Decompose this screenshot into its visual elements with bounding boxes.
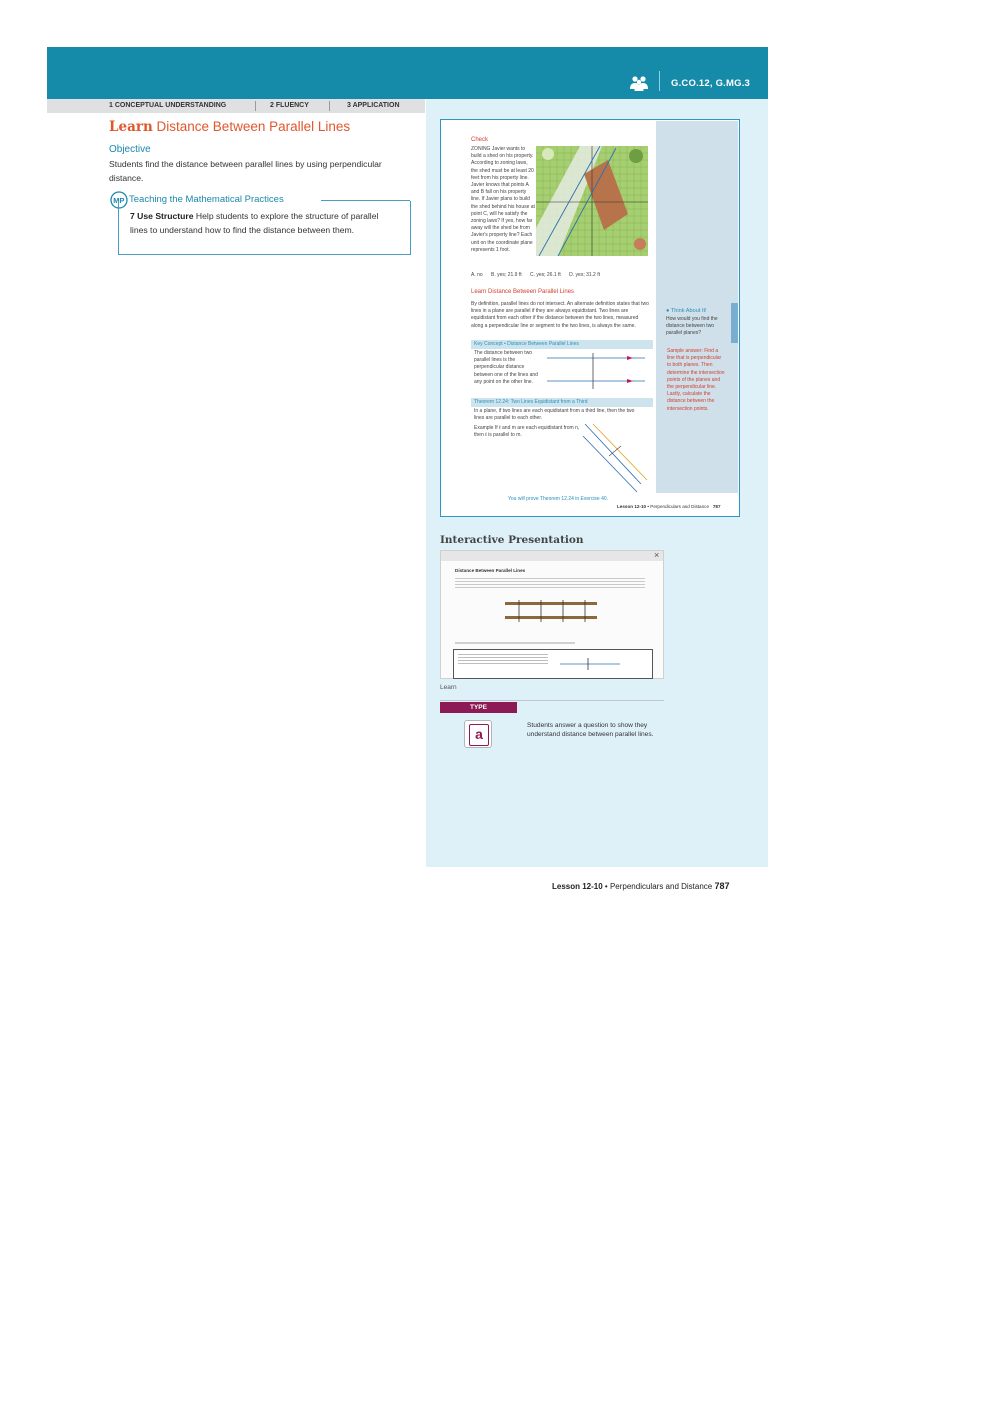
learn-title-text: Distance Between Parallel Lines — [156, 119, 351, 134]
type-answer-icon: a — [464, 720, 492, 748]
page-title — [109, 119, 350, 135]
presentation-preview[interactable] — [440, 550, 664, 679]
thumbnail-sidebar — [656, 121, 738, 493]
theorem-title: Theorem 12.24: Two Lines Equidistant from a Third — [474, 399, 588, 405]
math-practices-text — [130, 209, 385, 237]
example-text: Example If ℓ and m are each equidistant from n, then ℓ is parallel to m. — [474, 425, 580, 439]
answer-c[interactable]: C. yes; 26.1 ft — [529, 272, 561, 278]
answer-b[interactable]: B. yes; 21.9 ft — [491, 272, 522, 278]
theorem-text: In a plane, if two lines are each equidistant from a third line, then the two lines are parallel to each other. — [474, 408, 635, 422]
svg-text:MP: MP — [113, 196, 125, 205]
group-icon — [629, 75, 649, 91]
slide-key-concept-box — [453, 649, 653, 679]
presentation-caption: Learn — [440, 684, 457, 691]
tab-separator — [255, 101, 256, 111]
slide-text-line — [455, 642, 575, 644]
slide-text-lines — [455, 578, 645, 588]
slide-title: Distance Between Parallel Lines — [455, 568, 526, 573]
standards-label: G.CO.12, G.MG.3 — [671, 78, 751, 89]
parallel-lines-figure — [545, 351, 649, 391]
close-icon[interactable]: × — [654, 550, 660, 560]
objective-text: Students find the distance between parallel lines by using perpendicular distance. — [109, 159, 382, 183]
coordinate-plane-figure — [536, 146, 648, 256]
page-footer — [552, 881, 730, 891]
math-practices-heading: Teaching the Mathematical Practices — [129, 194, 284, 205]
tab-application[interactable]: 3 APPLICATION — [347, 102, 400, 109]
learn-keyword: Learn — [109, 119, 153, 135]
think-about-heading: ● Think About It! — [666, 308, 707, 314]
mp-body: Help students to explore the structure of parallel lines to understand how to find the distance between them. — [130, 211, 379, 235]
thumb-learn-body: By definition, parallel lines do not intersect. An alternate definition states that two lines in a plane are parallel if they are always equidistant. Two lines are equidistant from each other if the distance between the two lines, measured along a perpendicular line or segment to the two lines, is always the same. — [471, 301, 649, 329]
slide-parallel-figure — [501, 598, 601, 626]
header-divider — [659, 71, 660, 91]
section-rule — [440, 700, 664, 701]
key-concept-title: Key Concept • Distance Between Parallel Lines — [474, 341, 579, 347]
type-description: Students answer a question to show they understand distance between parallel lines. — [527, 722, 654, 739]
interactive-presentation-title: Interactive Presentation — [440, 534, 584, 546]
think-about-text: How would you find the distance between two parallel planes? — [666, 316, 718, 337]
header-banner — [47, 47, 768, 99]
tab-fluency[interactable]: 2 FLUENCY — [270, 102, 309, 109]
preview-titlebar — [441, 551, 663, 561]
thumbnail-tab — [731, 303, 738, 343]
objective-heading: Objective — [109, 144, 151, 155]
answer-choices — [471, 272, 651, 279]
mp-strong: 7 Use Structure — [130, 211, 194, 221]
tab-separator — [329, 101, 330, 111]
answer-a[interactable]: A. no — [471, 272, 483, 278]
zoning-text: ZONING Javier wants to build a shed on his property. According to zoning laws, the shed must be at least 20 feet from his property line. Javier knows that points A and B fall on his property line. If Javier plans to build the shed behind his house at point C, will he satisfy the zoning laws? If yes, how far away will the shed be from Javier's property line? Each unit on the coordinate plane represents 1 foot. — [471, 146, 535, 253]
equidistant-lines-figure — [581, 422, 649, 494]
check-label: Check — [471, 137, 489, 143]
lesson-tabs — [47, 99, 425, 113]
student-page-thumbnail — [440, 119, 740, 517]
sample-answer: Sample answer: Find a line that is perpendicular to both planes. Then determine the intersection points of the planes and the perpendicular line. Lastly, calculate the distance between the intersection points. — [667, 348, 725, 412]
tab-conceptual-understanding[interactable]: 1 CONCEPTUAL UNDERSTANDING — [109, 102, 227, 109]
key-concept-text: The distance between two parallel lines is the perpendicular distance between one of the lines and any point on the other line. — [474, 350, 538, 385]
footer-bullet: • — [602, 882, 610, 891]
footer-lesson: Lesson 12-10 — [552, 882, 603, 891]
page-number: 787 — [714, 881, 730, 891]
type-badge: TYPE — [440, 702, 517, 713]
prove-note: You will prove Theorem 12.24 in Exercise 40. — [508, 496, 609, 502]
thumb-learn-heading: Learn Distance Between Parallel Lines — [471, 289, 575, 295]
footer-title: Perpendiculars and Distance — [609, 882, 713, 891]
answer-d[interactable]: D. yes; 31.2 ft — [569, 272, 601, 278]
thumb-footer: Lesson 12-10 • Perpendiculars and Distance 787 — [617, 504, 721, 509]
